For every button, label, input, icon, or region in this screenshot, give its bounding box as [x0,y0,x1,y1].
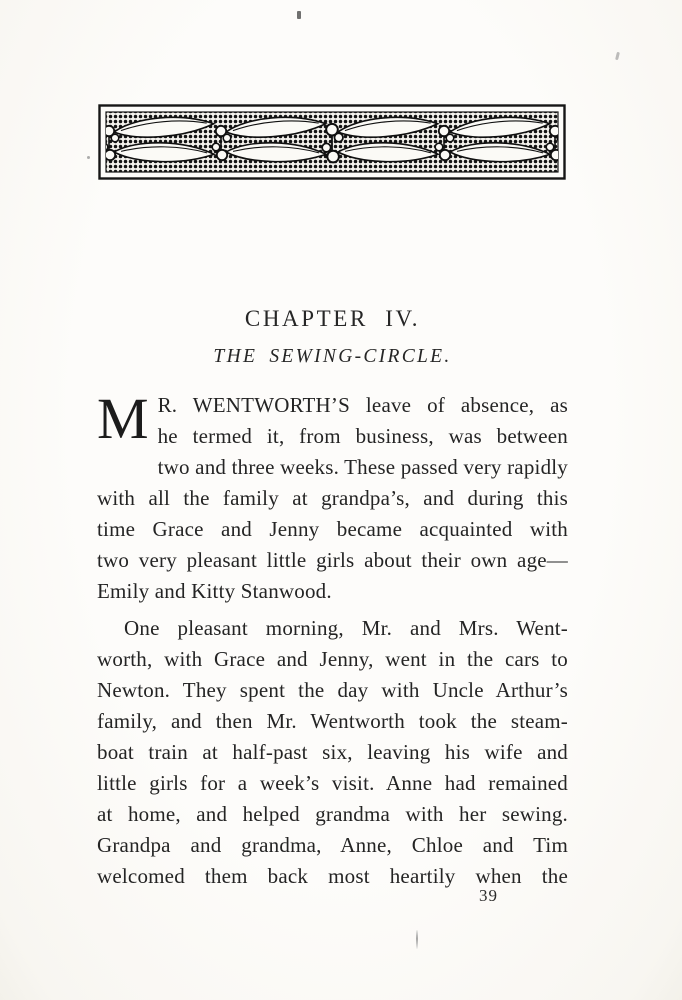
chapter-heading: CHAPTER IV. [244,306,421,331]
text-line: family, and then Mr. Wentworth took the steam- [97,709,568,733]
text-line: boat train at half-past six, leaving his wife and [97,740,568,764]
text-line: Emily and Kitty Stanwood. [97,579,332,603]
text-line: time Grace and Jenny became acquainted with [97,517,568,541]
text-line: R. WENTWORTH’S leave of absence, as [157,393,568,417]
drop-cap: M [97,386,149,451]
chapter-subtitle: THE SEWING-CIRCLE. [213,346,452,367]
text-line: little girls for a week’s visit. Anne had remained [97,771,568,795]
body-text [97,386,568,892]
paragraph-1 [97,386,568,607]
print-artifact [87,156,90,159]
print-artifact [416,930,418,949]
text-line: Newton. They spent the day with Uncle Arthur’s [97,678,568,702]
text-line: Grandpa and grandma, Anne, Chloe and Tim [97,833,568,857]
text-line: he termed it, from business, was between [157,424,568,448]
text-line: worth, with Grace and Jenny, went in the cars to [97,647,568,671]
text-line: welcomed them back most heartily when the [97,864,568,888]
text-line: two and three weeks. These passed very rapidly [157,455,568,479]
print-artifact [297,11,301,19]
text-line: at home, and helped grandma with her sewing. [97,802,568,826]
paragraph-2 [97,613,568,892]
laurel-garland-band-icon [98,104,566,180]
text-line: two very pleasant little girls about their own age— [97,548,568,572]
text-line: with all the family at grandpa’s, and during this [97,486,568,510]
print-artifact [615,52,620,60]
page-number: 39 [479,886,498,905]
text-line: One pleasant morning, Mr. and Mrs. Went- [124,616,568,640]
